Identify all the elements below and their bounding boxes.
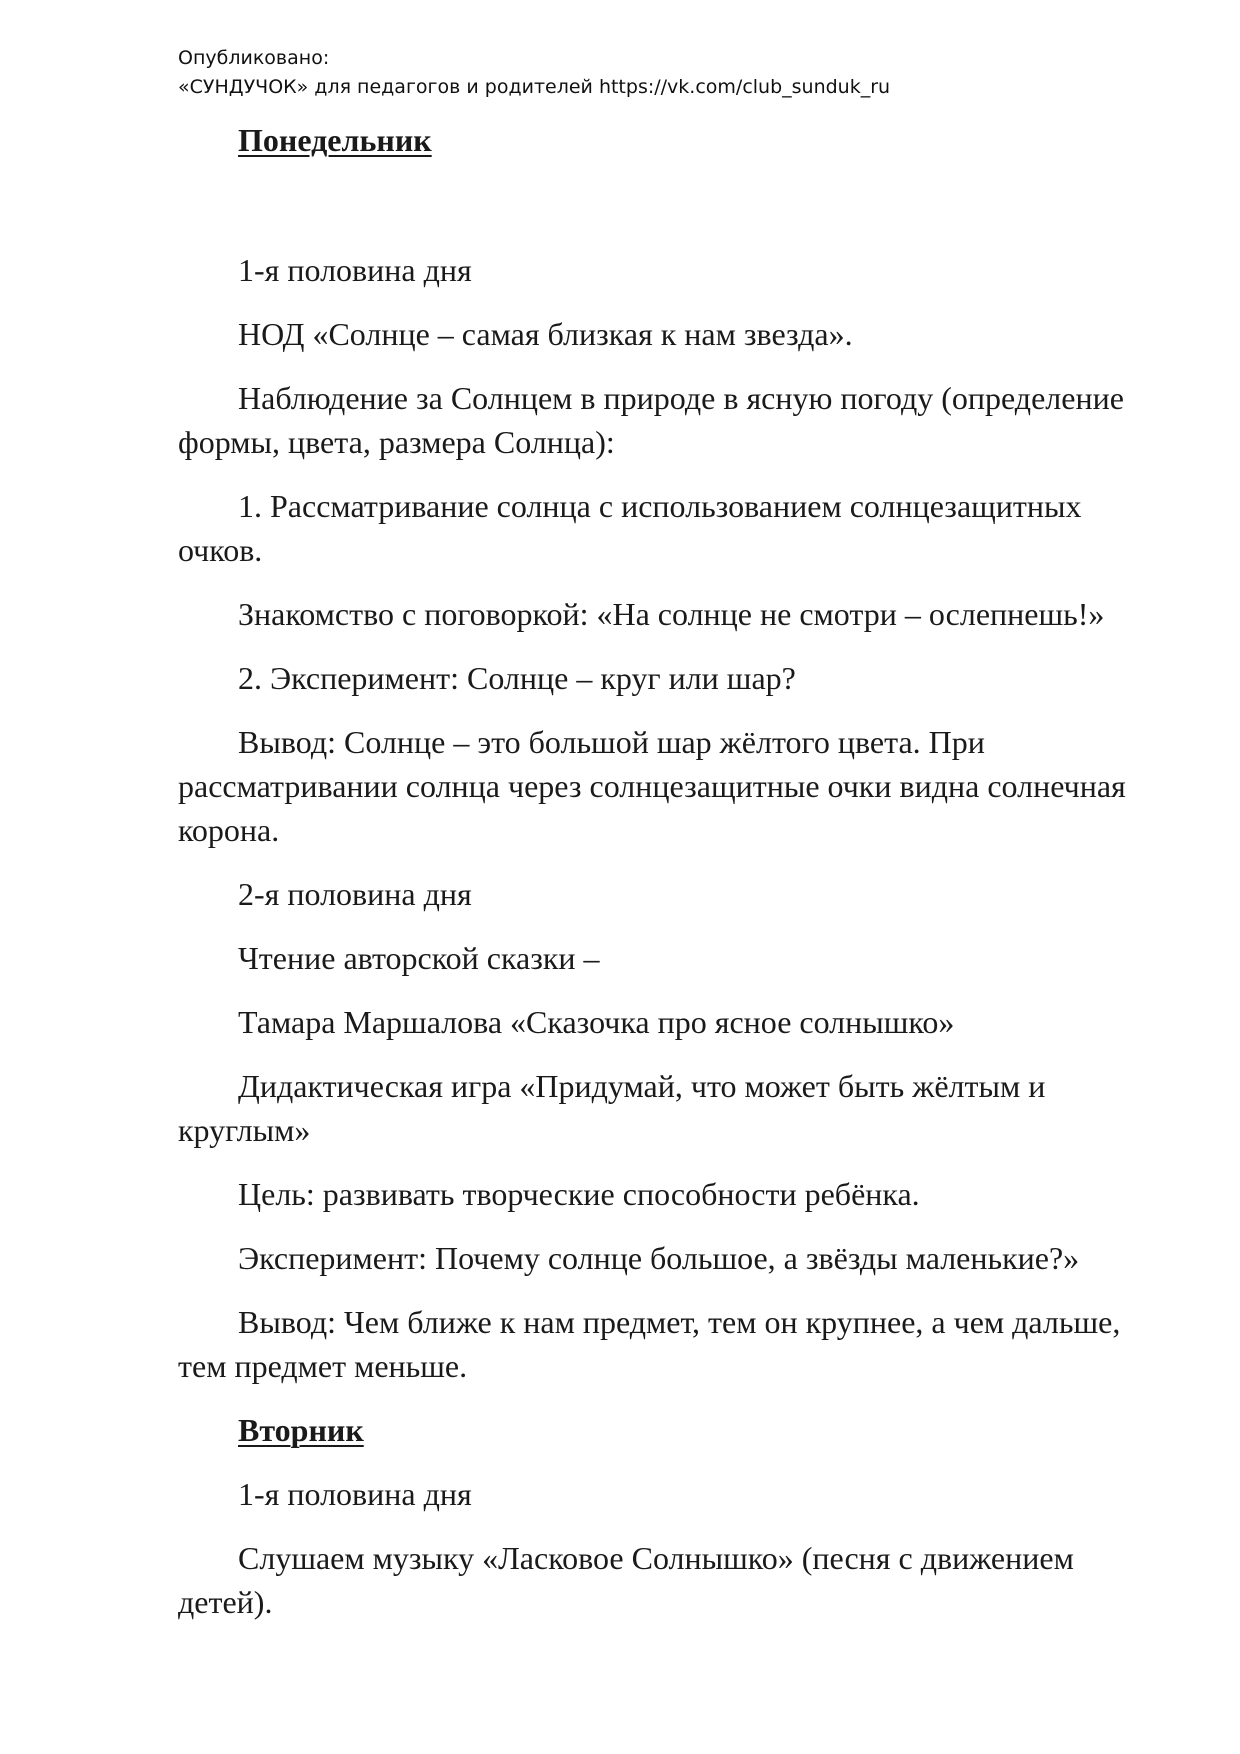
music-paragraph: Слушаем музыку «Ласковое Солнышко» (песня с движением детей). [178, 1540, 1074, 1620]
list-item-1: 1. Рассматривание солнца с использованием солнцезащитных очков. [178, 488, 1082, 568]
day-heading-tuesday: Вторник [238, 1412, 364, 1448]
goal-paragraph: Цель: развивать творческие способности ребёнка. [238, 1176, 920, 1212]
nod-topic: НОД «Солнце – самая близкая к нам звезда». [238, 316, 853, 352]
day-heading-monday: Понедельник [238, 122, 432, 158]
tale-paragraph: Тамара Маршалова «Сказочка про ясное солнышко» [238, 1004, 955, 1040]
list-item-2: 2. Эксперимент: Солнце – круг или шар? [238, 660, 796, 696]
publication-header [178, 44, 890, 102]
conclusion-paragraph: Вывод: Солнце – это большой шар жёлтого цвета. При рассматривании солнца через солнцезащитные очки видна солнечная корона. [178, 724, 1126, 848]
publisher-info: «СУНДУЧОК» для педагогов и родителей https://vk.com/club_sunduk_ru [178, 76, 891, 98]
tuesday-section-label: 1-я половина дня [238, 1476, 472, 1512]
experiment-paragraph: Эксперимент: Почему солнце большое, а звёзды маленькие?» [238, 1240, 1080, 1276]
section-label-first-half: 1-я половина дня [238, 252, 472, 288]
didactic-game-paragraph: Дидактическая игра «Придумай, что может быть жёлтым и круглым» [178, 1068, 1046, 1148]
published-label: Опубликовано: [178, 47, 330, 69]
reading-paragraph: Чтение авторской сказки – [238, 940, 600, 976]
saying-paragraph: Знакомство с поговоркой: «На солнце не смотри – ослепнешь!» [238, 596, 1105, 632]
second-conclusion-paragraph: Вывод: Чем ближе к нам предмет, тем он крупнее, а чем дальше, тем предмет меньше. [178, 1304, 1121, 1384]
section-label-second-half: 2-я половина дня [238, 876, 472, 912]
observation-paragraph: Наблюдение за Солнцем в природе в ясную погоду (определение формы, цвета, размера Солнца): [178, 380, 1124, 460]
document-body [178, 118, 1153, 1644]
